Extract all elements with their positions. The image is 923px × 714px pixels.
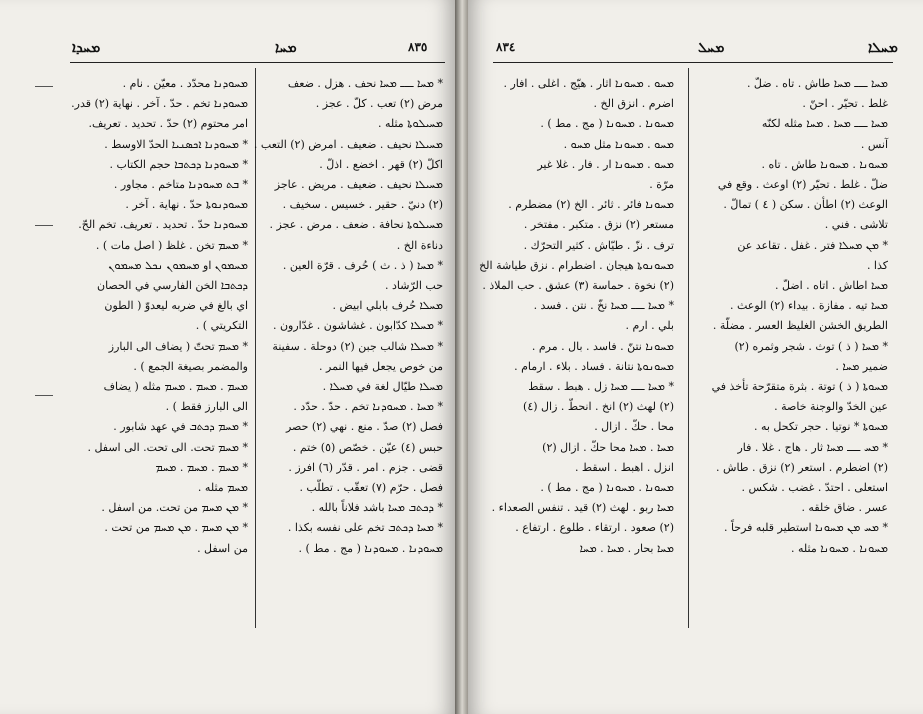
dictionary-entry-line: ܡܚܘܕܢܐ حدّ . تحديد . تعريف. تخم الحّ. (78, 218, 248, 232)
dictionary-entry-line: والمضمر بصيغة الجمع ) . (133, 359, 248, 373)
right-page-column-right (700, 74, 888, 634)
dictionary-entry-line: ܕܟܬܒܐ الخن الفارسي في الحصان (96, 279, 248, 293)
dictionary-entry-line: * ܡܚܠܐ شالب جبن (٢) دوحلة . سفينة (272, 339, 443, 353)
dictionary-entry-line: ܡܚܘ . ܡܚܘܢܐ مثل ܡܚܘ . (563, 137, 674, 151)
dictionary-entry-line: ترف . نزّ . طيّاش . كثير التحرّك . (523, 238, 674, 252)
dictionary-entry-line: عين الخدّ والوجنة خاصة . (774, 400, 888, 414)
right-page-column-left (479, 74, 674, 634)
dictionary-entry-line: قضى . جزم . امر . قدّر (٦) افرز . (288, 460, 443, 474)
dictionary-entry-line: ܡܚܘܢܐ . ܡܚܘܢܐ مثله . (790, 541, 888, 555)
dictionary-entry-line: * ܡܚܡ تحتّ ( يضاف الى البارز (108, 339, 248, 353)
dictionary-entry-line: ܡܚܘܢܐ . ܡܚܘܢܐ ( مج . مط ) . (540, 481, 674, 495)
right-column-divider (688, 68, 689, 628)
dictionary-entry-line: * ܡܚܐ ܕܟܬܒ تخم على نفسه بكذا . (287, 521, 443, 535)
dictionary-entry-line: ܡܚܘܢܐ . ܡܚܘܢܐ ( مج . مط ) . (540, 117, 674, 131)
dictionary-entry-line: ضمير ܡܚܐ . (835, 359, 888, 373)
dictionary-entry-line: التكريتي ) . (195, 319, 248, 333)
dictionary-entry-line: * ܡܚ ܡܢ ܡܚܘܢܐ استطير قلبه فرحاً . (723, 521, 888, 535)
dictionary-entry-line: ܡܚܝܠܘܬܐ مثله . (377, 117, 443, 131)
right-header-rule (493, 62, 893, 63)
dictionary-entry-line: من خوص يجعل فيها النمر . (319, 359, 443, 373)
dictionary-entry-line: * ܡܚܐ ( ذ ) توث . شجر وثمره (٢) (734, 339, 888, 353)
dictionary-entry-line: ܡܚܐ اطاش . اتاه . اضلّ . (774, 279, 888, 293)
margin-mark (35, 225, 53, 226)
right-center-head: ܡܚܠ (698, 40, 725, 56)
dictionary-entry-line: * ܡܚܡ تحت. الى تحت. الى اسفل . (87, 440, 248, 454)
dictionary-entry-line: * ܡܚܐ ( ذ . ث ) حُرف . قرّة العين . (282, 258, 443, 272)
margin-mark (35, 86, 53, 87)
left-center-head: ܡܚܐ (275, 40, 297, 56)
dictionary-entry-line: ܡܚܘܬܐ ( ذ ) توتة . بثرة متقرّحة تأخذ في (711, 380, 888, 394)
left-running-head: ܡܚܕܐ (72, 40, 101, 56)
dictionary-entry-line: دناءة الخ . (396, 238, 443, 252)
dictionary-entry-line: انزل . اهبط . اسقط . (574, 460, 674, 474)
dictionary-entry-line: آنس . (860, 137, 888, 151)
dictionary-entry-line: (٢) نخوة . حماسة (٣) عشق . حب الملاذ . (482, 279, 674, 293)
dictionary-entry-line: * ܡܚܡ . ܡܚܡ . ܡܚܡ (155, 460, 248, 474)
right-running-head: ܡܚܠܐ (868, 40, 898, 56)
dictionary-entry-line: ܡܚܘܬܐ * نوتيا . حجر تكحل به . (753, 420, 888, 434)
dictionary-entry-line: ܡܚܡ . ܡܚܡ . ܡܚܡ مثله ( يضاف (103, 380, 248, 394)
dictionary-entry-line: ܡܚܘ . ܡܚܘܢܐ اثار . هيّج . اغلى . افار . (503, 77, 674, 90)
dictionary-entry-line: ܡܚܘܕܢܘܬܐ حدّ . نهاية . آخر . (125, 198, 248, 212)
left-header-rule (70, 62, 445, 63)
dictionary-entry-line: * ܡܢ ܡܚܡ من تحت. من اسفل . (101, 501, 248, 515)
dictionary-entry-line: ܡܚܘܕܢܐ تخم . حدّ . آخر . نهاية (٢) قدر. (71, 97, 248, 111)
dictionary-entry-line: * ܡܚܐ ـــ ܡܚܐ زل . هبط . سقط (528, 380, 674, 394)
dictionary-entry-line: حب الرّشاد . (384, 279, 443, 293)
dictionary-entry-line: ܡܚܘܕܢܐ . ܡܚܘܕܢܐ ( مج . مط ) . (298, 541, 443, 555)
dictionary-entry-line: * ܡܚܘܕܢܐ ܕܟܬܒܐ حجم الكتاب . (109, 157, 248, 171)
dictionary-entry-line: الطريق الخشن الغليظ العسر . مضلّة . (712, 319, 888, 333)
right-page (468, 0, 923, 714)
dictionary-entry-line: اكلّ (٢) قهر . اخضع . اذلّ . (319, 157, 443, 171)
dictionary-entry-line: ܡܚܘܢܐ نتنّ . فاسد . بال . مرم . (531, 339, 674, 353)
margin-mark (35, 395, 53, 396)
dictionary-entry-line: حبس (٤) عيّن . خصّص (٥) ختم . (292, 440, 443, 454)
dictionary-entry-line: * ܡܚܘܕܢܐ ܐܟܣܢܝܐ الحدّ الاوسط . (104, 137, 248, 151)
dictionary-entry-line: * ܒܬ ܡܚܘܕܢܐ متاخم . مجاور . (113, 178, 248, 192)
dictionary-entry-line: الى البارز فقط ) . (165, 400, 248, 414)
left-page (0, 0, 455, 714)
dictionary-entry-line: استعلى . احتدّ . غضب . شكس . (741, 481, 888, 495)
dictionary-entry-line: ܡܚܡ مثله . (197, 481, 248, 495)
dictionary-entry-line: مرّة . (649, 178, 674, 192)
dictionary-entry-line: ܡܚܐ . ܡܚܐ محا حكّ . ازال (٢) (542, 440, 674, 454)
dictionary-entry-line: ܡܚܠܐ طيّال لغة في ܡܚܠܐ . (322, 380, 443, 394)
dictionary-entry-line: ܡܚܠܐ حُرف بابلي ابيض . (332, 299, 443, 313)
dictionary-entry-line: ܡܚܐ ـــ ܡܚܐ طاش . تاه . ضلّ . (746, 77, 888, 90)
dictionary-entry-line: امر محتوم (٢) حدّ . تحديد . تعريف. (88, 117, 248, 131)
dictionary-entry-line: ܡܚܘܢܐ . ܡܚܘܢܐ طاش . تاه . (761, 157, 888, 171)
dictionary-entry-line: * ܡܚܠܐ كدّابون . غشاشون . غدّارون . (272, 319, 443, 333)
dictionary-entry-line: محا . حكّ . ازال . (594, 420, 674, 434)
left-page-column-left (70, 74, 248, 634)
dictionary-entry-line: مرض (٢) تعب . كلّ . عجز . (315, 97, 443, 111)
left-page-number: ٨٣٥ (408, 40, 428, 54)
dictionary-entry-line: * ܡܚܐ . ܡܚܘܕܢܐ تخم . حدّ . حدّد . (293, 400, 443, 414)
dictionary-entry-line: * ܡܚܐ ـــ ܡܚܐ نخّ . نتن . فسد . (533, 299, 674, 313)
dictionary-entry-line: اضرم . انزق الخ . (593, 97, 674, 111)
dictionary-entry-line: (٢) اضطرم . استعر (٢) نزق . طاش . (716, 460, 888, 474)
dictionary-entry-line: ܡܚܝܠܘܬܐ نحافة . ضعف . مرض . عجز . (269, 218, 443, 232)
dictionary-entry-line: مستعر (٢) نزق . متكبر . مفتخر . (523, 218, 674, 232)
dictionary-entry-line: ܡܚܐ تيه . مفازة . بيداء (٢) الوعث . (730, 299, 888, 313)
dictionary-entry-line: ضلّ . غلط . تحيّر (٢) اوعث . وقع في (717, 178, 888, 192)
dictionary-entry-line: من اسفل . (197, 541, 248, 555)
dictionary-entry-line: ܡܚܝܠܐ نحيف . ضعيف . مريض . عاجز (274, 178, 443, 192)
right-page-number: ٨٣٤ (496, 40, 516, 54)
dictionary-entry-line: * ܡܚܡ ܕܟܬܒ في عهد شابور . (113, 420, 248, 434)
dictionary-entry-line: * ܡܚ ـــ ܡܚܐ ثار . هاج . غلا . فار (737, 440, 888, 454)
dictionary-entry-line: * ܡܚܐ ـــ ܡܚܐ نحف . هزل . ضعف (287, 77, 443, 90)
dictionary-entry-line: ܡܚܘܕܢܐ محدّد . معيّن . نام . (122, 77, 248, 90)
dictionary-entry-line: ܡܚܘ . ܡܚܘܢܐ ار . فار . غلا غير (537, 157, 674, 171)
dictionary-entry-line: غلط . تحيّر . احنّ . (802, 97, 888, 111)
left-page-column-right (253, 74, 443, 634)
dictionary-entry-line: * ܡܢ ܡܚܠܐ فتر . غفل . تقاعد عن (737, 238, 888, 252)
dictionary-entry-line: * ܕܟܬܒ ܡܚܐ باشد فلاناً بالله . (311, 501, 443, 515)
book-gutter (455, 0, 468, 714)
dictionary-entry-line: * ܡܚܡ تخن . غلظ ( اصل مات ) . (95, 238, 248, 252)
dictionary-entry-line: * ܡܢ ܡܚܡ . ܡܢ ܡܚܡ من تحت . (104, 521, 248, 535)
dictionary-entry-line: (٢) دنيّ . حقير . خسيس . سخيف . (282, 198, 443, 212)
dictionary-entry-line: بلي . ارم . (625, 319, 674, 333)
dictionary-entry-line: ܡܚܐ بحار . ܡܚܐ . ܡܚܐ (579, 541, 674, 555)
dictionary-entry-line: الوعث (٢) اطأن . سكن ( ٤ ) تمالّ . (723, 198, 888, 212)
dictionary-entry-line: فصل (٢) صدّ . منع . نهي (٢) حصر (285, 420, 443, 434)
dictionary-entry-line: (٢) صعود . ارتقاء . طلوع . ارتفاع . (515, 521, 674, 535)
dictionary-entry-line: فصل . حرّم (٧) تعقّب . تطلّب . (299, 481, 443, 495)
dictionary-entry-line: عسر . ضاق خلقه . (801, 501, 888, 515)
dictionary-entry-line: ܡܚܝܠܐ نحيف . ضعيف . امرض (٢) التعب . (253, 137, 443, 151)
dictionary-entry-line: ܡܚܐ ربو . لهث (٢) قيد . تنفس الصعداء . (491, 501, 674, 515)
dictionary-entry-line: ܡܚܡܘܢ او ܡܚܡܘܢ ܢܟܠ ܡܚܡܘܢ (108, 258, 248, 272)
dictionary-entry-line: ܡܚܘܢܐ فائر . ثائر . الخ (٢) مضطرم . (508, 198, 674, 212)
dictionary-entry-line: ܡܚܘܢܘܬܐ هيجان . اضطرام . نزق طياشة الخ (479, 258, 674, 272)
dictionary-entry-line: اي بالغ في ضربه ليعدوّ ( الطون (104, 299, 248, 313)
dictionary-entry-line: ܡܚܘܢܘܬܐ نتانة . فساد . بلاء . ارمام . (514, 359, 674, 373)
dictionary-entry-line: (٢) لهث (٢) انخ . انحطّ . زال (٤) (523, 400, 674, 414)
dictionary-entry-line: تلاشى . فني . (824, 218, 888, 232)
dictionary-entry-line: ܡܚܐ ـــ ܡܚܐ . ܡܚܐ مثله لكنّه (761, 117, 888, 131)
dictionary-entry-line: كذا . (866, 258, 888, 272)
